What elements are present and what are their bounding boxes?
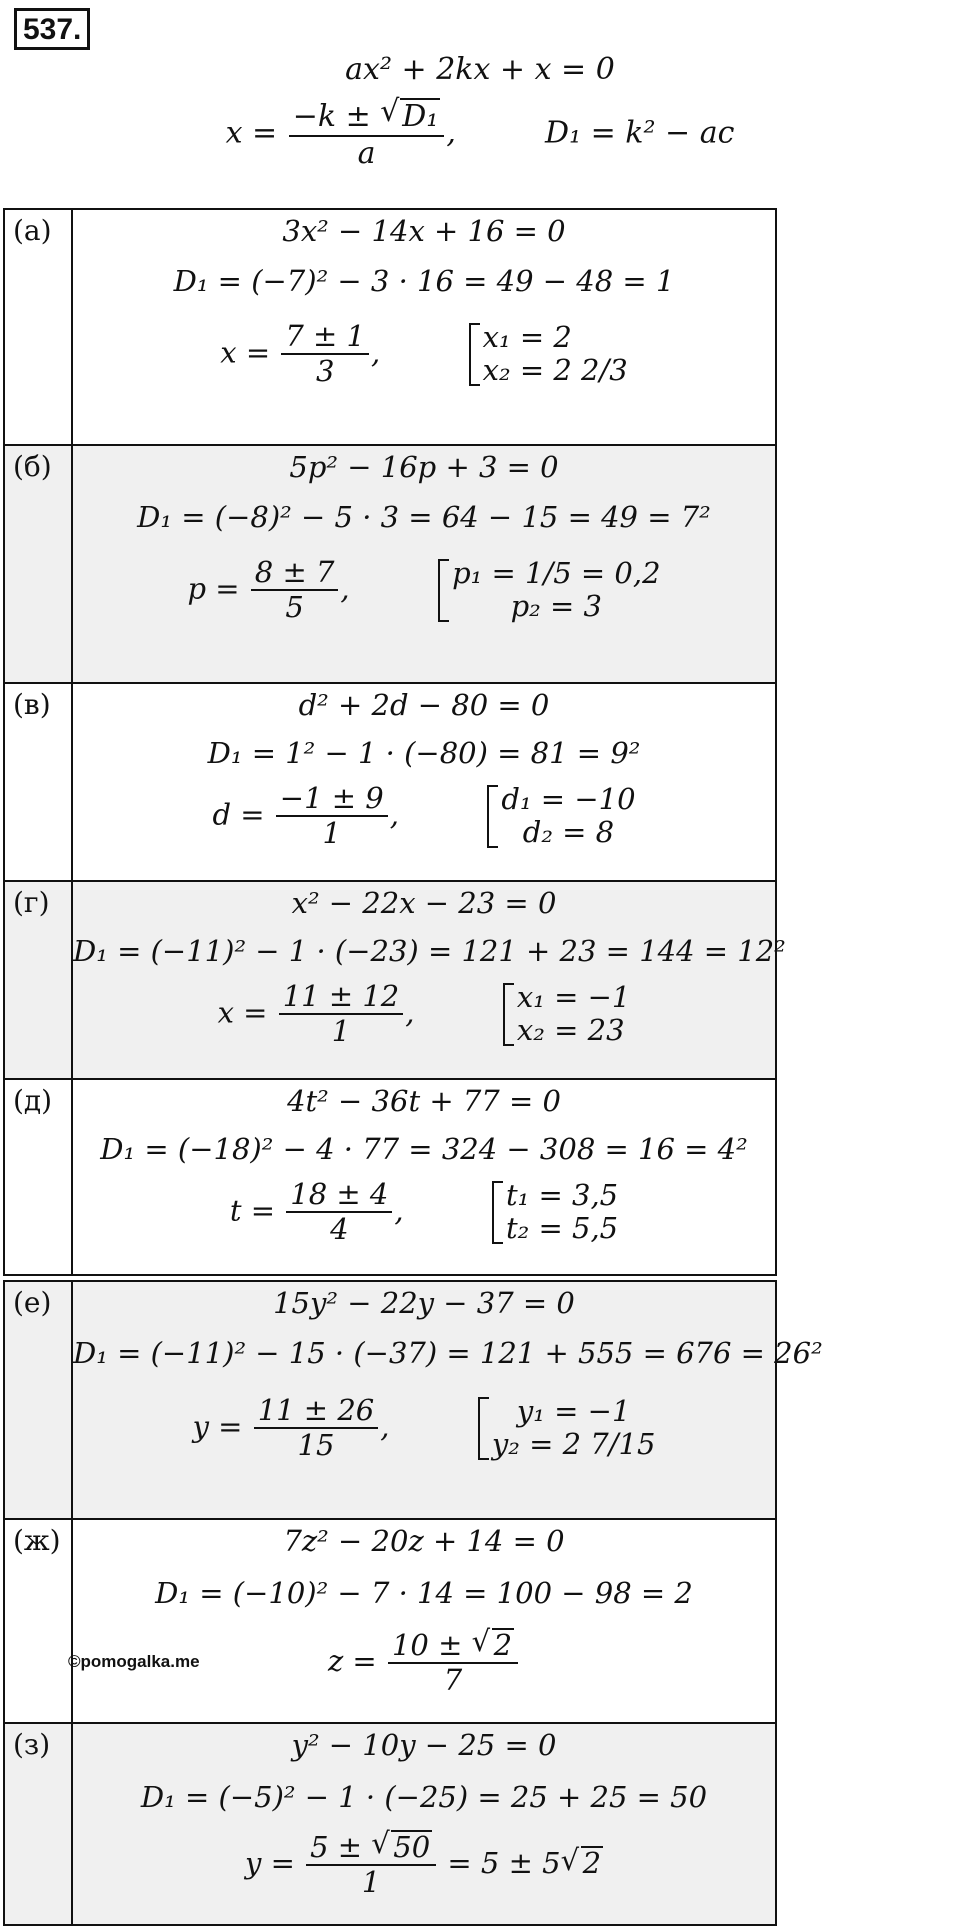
root-2: p₂ = 3 <box>510 589 602 624</box>
general-equation: ax² + 2kx + x = 0 <box>345 52 615 87</box>
row-label: (б) <box>13 450 52 483</box>
solution-row-e <box>3 1280 823 1520</box>
row-discriminant: D₁ = (−10)² − 7 · 14 = 100 − 98 = 2 <box>155 1576 693 1610</box>
root-numerator-lead: 10 ± <box>391 1628 463 1662</box>
row-roots: d = $\frac{-1 \pm 9}{1}$ , d₁ = −10 d₂ = 8 <box>212 781 636 851</box>
row-label: (а) <box>13 214 52 247</box>
root-simplified-lead: = 5 ± 5 <box>447 1845 561 1880</box>
root-denominator: 5 <box>285 590 304 625</box>
row-roots: x = $\frac{11 \pm 12}{1}$ , x₁ = −1 x₂ = 23 <box>217 979 631 1049</box>
row-label: (е) <box>13 1286 52 1319</box>
row-roots <box>73 1830 775 1900</box>
formula-fraction <box>289 98 445 171</box>
solution-row-zh <box>3 1518 777 1724</box>
row-discriminant: D₁ = 1² − 1 · (−80) = 81 = 9² <box>207 736 641 770</box>
row-discriminant: D₁ = (−11)² − 1 · (−23) = 121 + 23 = 144 = 12² <box>73 934 786 968</box>
row-discriminant: D₁ = (−18)² − 4 · 77 = 324 − 308 = 16 = 4² <box>100 1132 748 1166</box>
formula-x-label: x = <box>225 115 278 151</box>
root-fraction <box>286 1178 392 1247</box>
row-discriminant: D₁ = (−8)² − 5 · 3 = 64 − 15 = 49 = 7² <box>137 500 711 534</box>
root-fraction <box>388 1628 518 1698</box>
root-denominator: 1 <box>331 1014 351 1049</box>
row-roots: y = $\frac{11 \pm 26}{15}$ , y₁ = −1 y₂ = 2 7/15 <box>192 1393 656 1463</box>
root-denominator: 1 <box>361 1865 381 1900</box>
root-numerator: 11 ± 26 <box>254 1394 379 1429</box>
row-equation: 15y² − 22y − 37 = 0 <box>273 1286 575 1320</box>
root-1: d₁ = −10 <box>501 782 636 816</box>
row-equation: 5p² − 16p + 3 = 0 <box>289 450 559 484</box>
solution-row-b <box>3 444 777 684</box>
root-denominator: 7 <box>443 1663 463 1698</box>
root-variable: y = <box>192 1409 243 1444</box>
root-numerator: 8 ± 7 <box>251 556 339 591</box>
row-equation: x² − 22x − 23 = 0 <box>291 886 557 920</box>
root-numerator <box>388 1628 518 1664</box>
root-simplified-radicand: 2 <box>582 1845 602 1880</box>
root-1: t₁ = 3,5 <box>506 1178 619 1212</box>
root-variable: y = <box>244 1845 295 1880</box>
roots-system <box>503 981 630 1048</box>
root-2: y₂ = 2 7/15 <box>491 1427 656 1462</box>
row-roots: x = $\frac{7 \pm 1}{3}$ , x₁ = 2 x₂ = 2 2/3 <box>220 319 628 389</box>
root-fraction <box>254 1394 379 1463</box>
root-fraction <box>281 320 369 389</box>
solution-row-a <box>3 208 777 446</box>
row-roots: p = $\frac{8 \pm 7}{5}$ , p₁ = 1/5 = 0,2 p₂ = 3 <box>187 555 661 625</box>
root-denominator: 4 <box>330 1212 349 1247</box>
root-radicand: 2 <box>493 1628 513 1662</box>
root-2: x₂ = 23 <box>516 1013 625 1048</box>
root-numerator: 18 ± 4 <box>286 1178 392 1213</box>
formula-radicand: D₁ <box>402 99 439 134</box>
roots-system <box>438 557 660 624</box>
row-label: (ж) <box>13 1524 61 1557</box>
roots-system <box>478 1395 656 1462</box>
root-1: x₁ = −1 <box>516 980 631 1014</box>
roots-system <box>487 783 635 850</box>
root-denominator: 15 <box>297 1428 335 1463</box>
formula-denominator: a <box>357 135 376 171</box>
solution-row-v <box>3 682 777 882</box>
root-1: p₁ = 1/5 = 0,2 <box>452 556 661 590</box>
problem-number: 537. <box>14 8 90 50</box>
root-2: d₂ = 8 <box>522 815 615 850</box>
root-radicand: 50 <box>393 1830 431 1864</box>
roots-system <box>492 1179 618 1246</box>
root-1: x₁ = 2 <box>482 320 572 354</box>
watermark: ©pomogalka.me <box>68 1652 200 1671</box>
discriminant-formula: D₁ = k² − ac <box>545 115 735 151</box>
root-1: y₁ = −1 <box>516 1394 631 1428</box>
row-label: (в) <box>13 688 51 721</box>
root-fraction <box>306 1830 436 1900</box>
formula-numerator-lead: −k ± <box>292 99 371 134</box>
root-fraction <box>276 782 388 851</box>
row-equation: 3x² − 14x + 16 = 0 <box>282 214 566 248</box>
sqrt-symbol <box>371 1830 432 1864</box>
row-discriminant: D₁ = (−7)² − 3 · 16 = 49 − 48 = 1 <box>173 264 675 298</box>
row-discriminant: D₁ = (−11)² − 15 · (−37) = 121 + 555 = 676 = 26² <box>73 1336 823 1370</box>
root-fraction <box>279 980 404 1049</box>
row-equation: 4t² − 36t + 77 = 0 <box>287 1084 561 1118</box>
sqrt-symbol <box>472 1628 514 1662</box>
sqrt-symbol <box>380 98 440 135</box>
row-label: (д) <box>13 1084 53 1117</box>
root-numerator: 7 ± 1 <box>281 320 369 355</box>
formula-numerator <box>289 98 445 137</box>
root-denominator: 3 <box>315 354 335 389</box>
root-numerator <box>306 1830 436 1866</box>
root-2: t₂ = 5,5 <box>506 1211 619 1246</box>
root-variable: z = <box>327 1643 377 1678</box>
root-denominator: 1 <box>322 816 341 851</box>
root-2: x₂ = 2 2/3 <box>482 353 628 388</box>
root-numerator: −1 ± 9 <box>276 782 388 817</box>
row-discriminant: D₁ = (−5)² − 1 · (−25) = 25 + 25 = 50 <box>140 1780 708 1814</box>
row-equation: y² − 10y − 25 = 0 <box>291 1728 557 1762</box>
formula-comma: , <box>446 115 456 151</box>
root-numerator-lead: 5 ± <box>310 1830 363 1864</box>
root-variable: t = <box>229 1193 276 1228</box>
row-label: (г) <box>13 886 50 919</box>
root-variable: d = <box>212 797 265 832</box>
root-variable: x = <box>217 995 268 1030</box>
row-label: (з) <box>13 1728 51 1761</box>
root-variable: p = <box>187 571 240 606</box>
roots-system <box>469 321 628 388</box>
row-equation: d² + 2d − 80 = 0 <box>298 688 550 722</box>
row-equation: 7z² − 20z + 14 = 0 <box>283 1524 565 1558</box>
sqrt-symbol <box>561 1846 603 1880</box>
solution-row-z <box>3 1722 777 1926</box>
solution-row-g <box>3 880 786 1080</box>
general-formula <box>0 98 960 171</box>
row-roots: t = $\frac{18 \pm 4}{4}$ , t₁ = 3,5 t₂ = 5,5 <box>229 1177 619 1247</box>
root-variable: x = <box>220 335 271 370</box>
solution-row-d <box>3 1078 777 1276</box>
root-numerator: 11 ± 12 <box>279 980 404 1015</box>
root-fraction <box>251 556 339 625</box>
